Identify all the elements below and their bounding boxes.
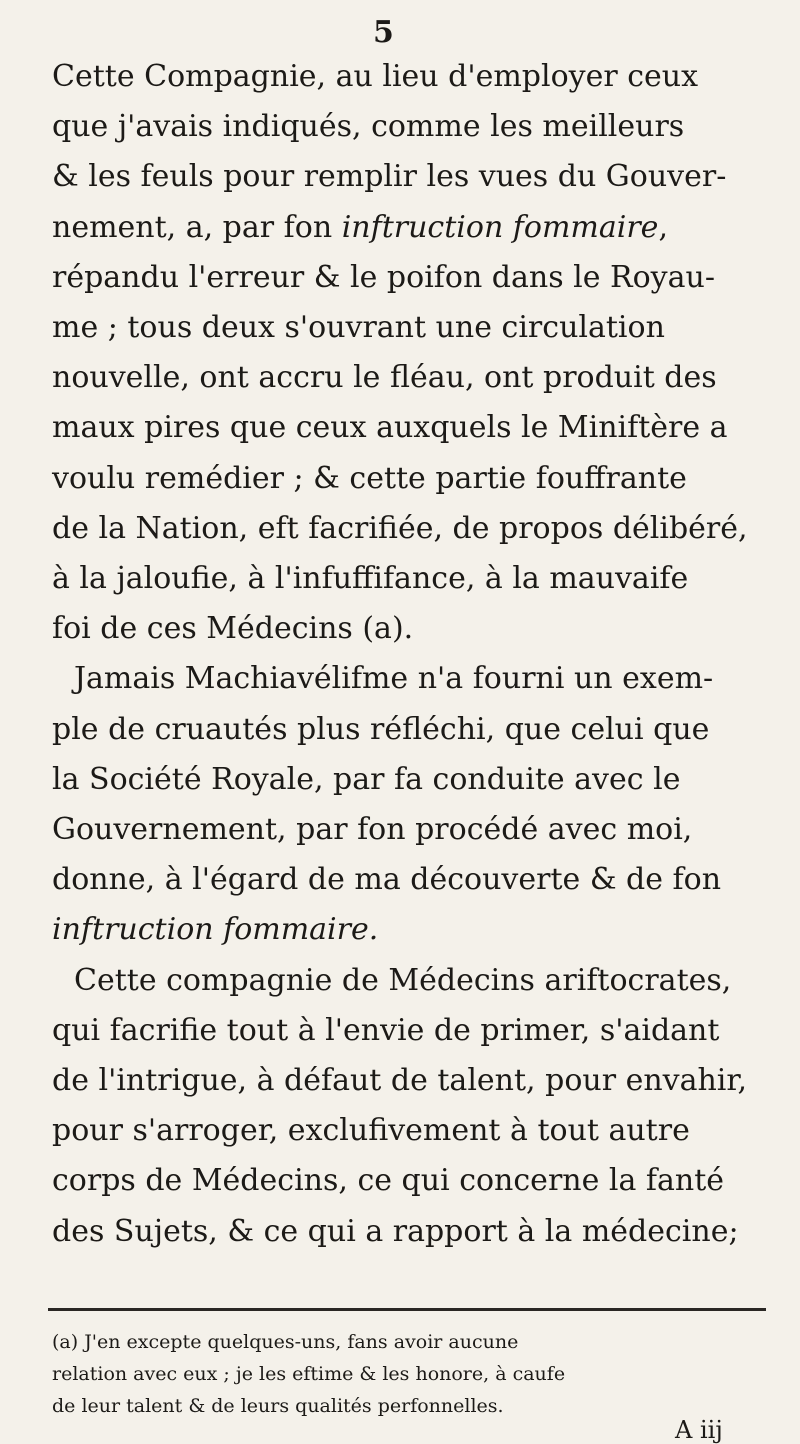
line-text: la Société Royale, par fa conduite avec le [52, 761, 681, 797]
text-line [52, 755, 764, 805]
text-line [52, 855, 764, 905]
text-line [52, 1207, 764, 1257]
page-number: 5 [373, 15, 394, 50]
text-line [52, 554, 764, 604]
text-line [52, 504, 764, 554]
signature-mark: A iij [675, 1416, 723, 1444]
line-text: donne, à l'égard de ma découverte & de fon [52, 862, 722, 898]
line-text: Gouvernement, par fon procédé avec moi, [52, 812, 693, 848]
line-text: & les feuls pour remplir les vues du Gouver- [52, 159, 727, 195]
line-text: foi de ces Médecins (a). [52, 611, 414, 647]
text-line [52, 353, 764, 403]
text-line [52, 203, 764, 253]
text-line [52, 956, 764, 1006]
line-text: corps de Médecins, ce qui concerne la fanté [52, 1163, 725, 1199]
text-line [52, 705, 764, 755]
text-line [52, 604, 764, 654]
line-text: à la jaloufie, à l'infuffifance, à la mauvaife [52, 561, 689, 597]
line-text: ple de cruautés plus réfléchi, que celui que [52, 711, 710, 747]
italic-title: inftruction fommaire. [52, 912, 379, 948]
line-text: de l'intrigue, à défaut de talent, pour envahir, [52, 1063, 747, 1099]
text-line [52, 905, 764, 955]
line-text: nement, a, par fon [52, 209, 333, 245]
text-line [52, 1106, 764, 1156]
line-text: qui facrifie tout à l'envie de primer, s'aidant [52, 1012, 720, 1048]
text-line [52, 303, 764, 353]
italic-title: inftruction fommaire [341, 209, 659, 245]
text-line [52, 1056, 764, 1106]
footnote-line: relation avec eux ; je les eftime & les honore, à caufe [52, 1363, 566, 1385]
body-text [52, 52, 764, 1257]
line-text: pour s'arroger, exclufivement à tout autre [52, 1113, 690, 1149]
text-line [52, 454, 764, 504]
text-line [52, 253, 764, 303]
line-text: me ; tous deux s'ouvrant une circulation [52, 310, 665, 346]
text-line [52, 152, 764, 202]
line-punctuation: , [658, 209, 668, 245]
line-text: maux pires que ceux auxquels le Miniftère a [52, 410, 728, 446]
footnote-line: de leur talent & de leurs qualités perfonnelles. [52, 1395, 504, 1417]
line-text: voulu remédier ; & cette partie fouffrante [52, 460, 687, 496]
text-line [52, 805, 764, 855]
line-text: que j'avais indiqués, comme les meilleurs [52, 109, 685, 145]
line-text: Cette Compagnie, au lieu d'employer ceux [52, 59, 699, 94]
line-text: Jamais Machiavélifme n'a fourni un exem- [74, 661, 714, 697]
line-text: répandu l'erreur & le poifon dans le Royau- [52, 259, 715, 295]
text-line [52, 403, 764, 453]
line-text: de la Nation, eft facrifiée, de propos délibéré, [52, 510, 748, 546]
line-text: Cette compagnie de Médecins ariftocrates, [74, 962, 732, 998]
text-line [52, 52, 764, 102]
footnote [52, 1326, 764, 1422]
line-text: des Sujets, & ce qui a rapport à la médecine; [52, 1213, 739, 1249]
text-line [52, 1156, 764, 1206]
footnote-line: (a) J'en excepte quelques-uns, fans avoir aucune [52, 1331, 519, 1353]
text-line [52, 1006, 764, 1056]
text-line [52, 102, 764, 152]
footnote-divider [48, 1308, 766, 1311]
line-text: nouvelle, ont accru le fléau, ont produit des [52, 360, 717, 396]
text-line [52, 654, 764, 704]
